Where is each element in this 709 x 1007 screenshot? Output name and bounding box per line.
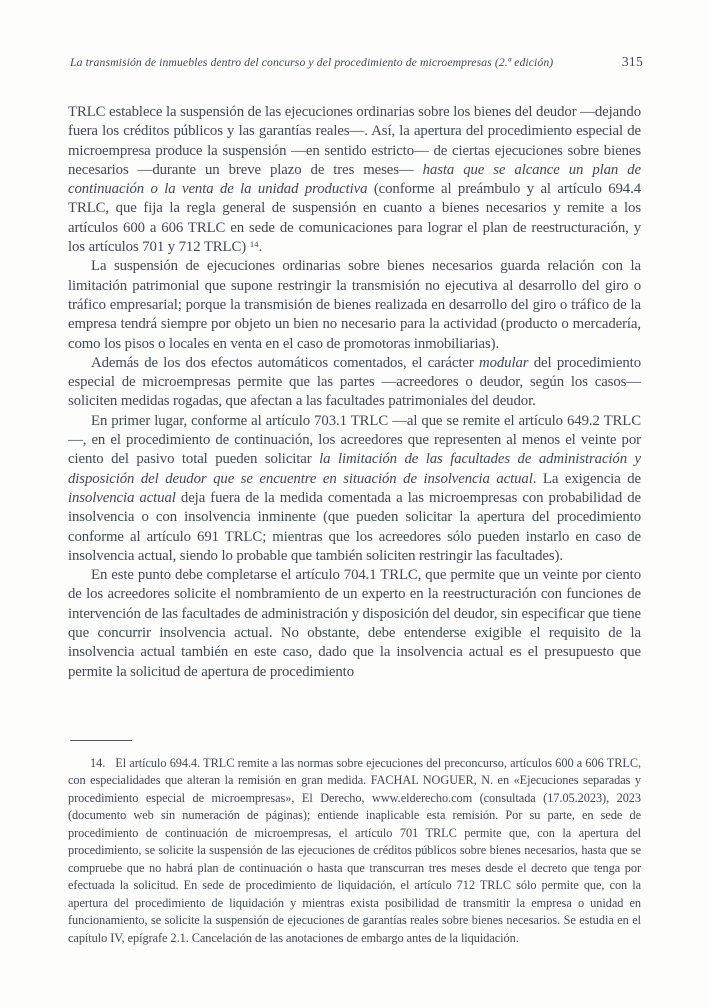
running-head-title: La transmisión de inmuebles dentro del concurso y del procedimiento de microempresas (2.ª edición) (70, 56, 554, 69)
paragraph-2: La suspensión de ejecuciones ordinarias sobre bienes necesarios guarda relación con la limitación patrimonial que supone restringir la transmisión no ejecutiva al desarrollo del giro o tráfico empresarial; porque la transmisión de bienes realizada en desarrollo del giro o tráfico de la empresa tendrá siempre por objeto un bien no necesario para la actividad (producto o mercadería, como los pisos o locales en venta en el caso de promotoras inmobiliarias). (68, 258, 641, 352)
footnotes-section (68, 736, 641, 947)
body-text (68, 103, 641, 682)
footnote-separator (70, 740, 132, 741)
footnote-14: 14. El artículo 694.4. TRLC remite a las normas sobre ejecuciones del preconcurso, artículos 600 a 606 TRLC, con especialidades que alteran la remisión en gran medida. FACHAL NOGUER, N. en «Ejecuciones separadas y procedimiento especial de microempresas», El Derecho, www.elderecho.com (consultada (17.05.2023), 2023 (documento web sin numeración de páginas); entiende inaplicable esta remisión. Por su parte, en sede de procedimiento de continuación de microempresas, el artículo 701 TRLC permite que, con la apertura del procedimiento, se solicite la suspensión de las ejecuciones de créditos públicos sobre bienes necesarios, hasta que se compruebe que no habrá plan de continuación o hasta que transcurran tres meses desde el decreto que tenga por efectuada la solicitud. En sede de procedimiento de liquidación, el artículo 712 TRLC sólo permite que, con la apertura del procedimiento de liquidación y mientras exista posibilidad de transmitir la empresa o unidad en funcionamiento, se solicite la suspensión de ejecuciones de garantías reales sobre bienes necesarios. Se estudia en el capítulo IV, epígrafe 2.1. Cancelación de las anotaciones de embargo antes de la liquidación. (68, 756, 641, 945)
paragraph-1: TRLC establece la suspensión de las ejecuciones ordinarias sobre los bienes del deudor —dejando fuera los créditos públicos y las garantías reales—. Así, la apertura del procedimiento especial de microempresa produce la suspensión —en sentido estricto— de ciertas ejecuciones sobre bienes necesarios —durante un breve plazo de tres meses— hasta que se alcance un plan de continuación o la venta de la unidad productiva (conforme al preámbulo y al artículo 694.4 TRLC, que fija la regla general de suspensión en cuanto a bienes necesarios y remite a los artículos 600 a 606 TRLC en sede de comunicaciones para lograr el plan de reestructuración, y los artículos 701 y 712 TRLC) $^{14}$. (68, 104, 641, 256)
page-number: 315 (621, 54, 643, 69)
running-head (70, 54, 643, 70)
paragraph-3: Además de los dos efectos automáticos comentados, el carácter modular del procedimiento especial de microempresas permite que las partes —acreedores o deudor, según los casos— soliciten medidas rogadas, que afectan a las facultades patrimoniales del deudor. (68, 354, 641, 410)
paragraph-5: En este punto debe completarse el artículo 704.1 TRLC, que permite que un veinte por ciento de los acreedores solicite el nombramiento de un experto en la reestructuración con funciones de intervención de las facultades de administración y disposición del deudor, sin especificar que tiene que concurrir insolvencia actual. No obstante, debe entenderse exigible el requisito de la insolvencia actual también en este caso, dado que la insolvencia actual es el presupuesto que permite la solicitud de apertura de procedimiento (68, 567, 641, 680)
paragraph-4: En primer lugar, conforme al artículo 703.1 TRLC —al que se remite el artículo 649.2 TRLC—, en el procedimiento de continuación, los acreedores que representen al menos el veinte por ciento del pasivo total pueden solicitar la limitación de las facultades de administración y disposición del deudor que se encuentre en situación de insolvencia actual. La exigencia de insolvencia actual deja fuera de la medida comentada a las microempresas con probabilidad de insolvencia o con insolvencia inminente (que pueden solicitar la apertura del procedimiento conforme al artículo 691 TRLC; mientras que los acreedores sólo pueden instarlo en caso de insolvencia actual, siendo lo probable que también soliciten restringir las facultades). (68, 412, 641, 564)
